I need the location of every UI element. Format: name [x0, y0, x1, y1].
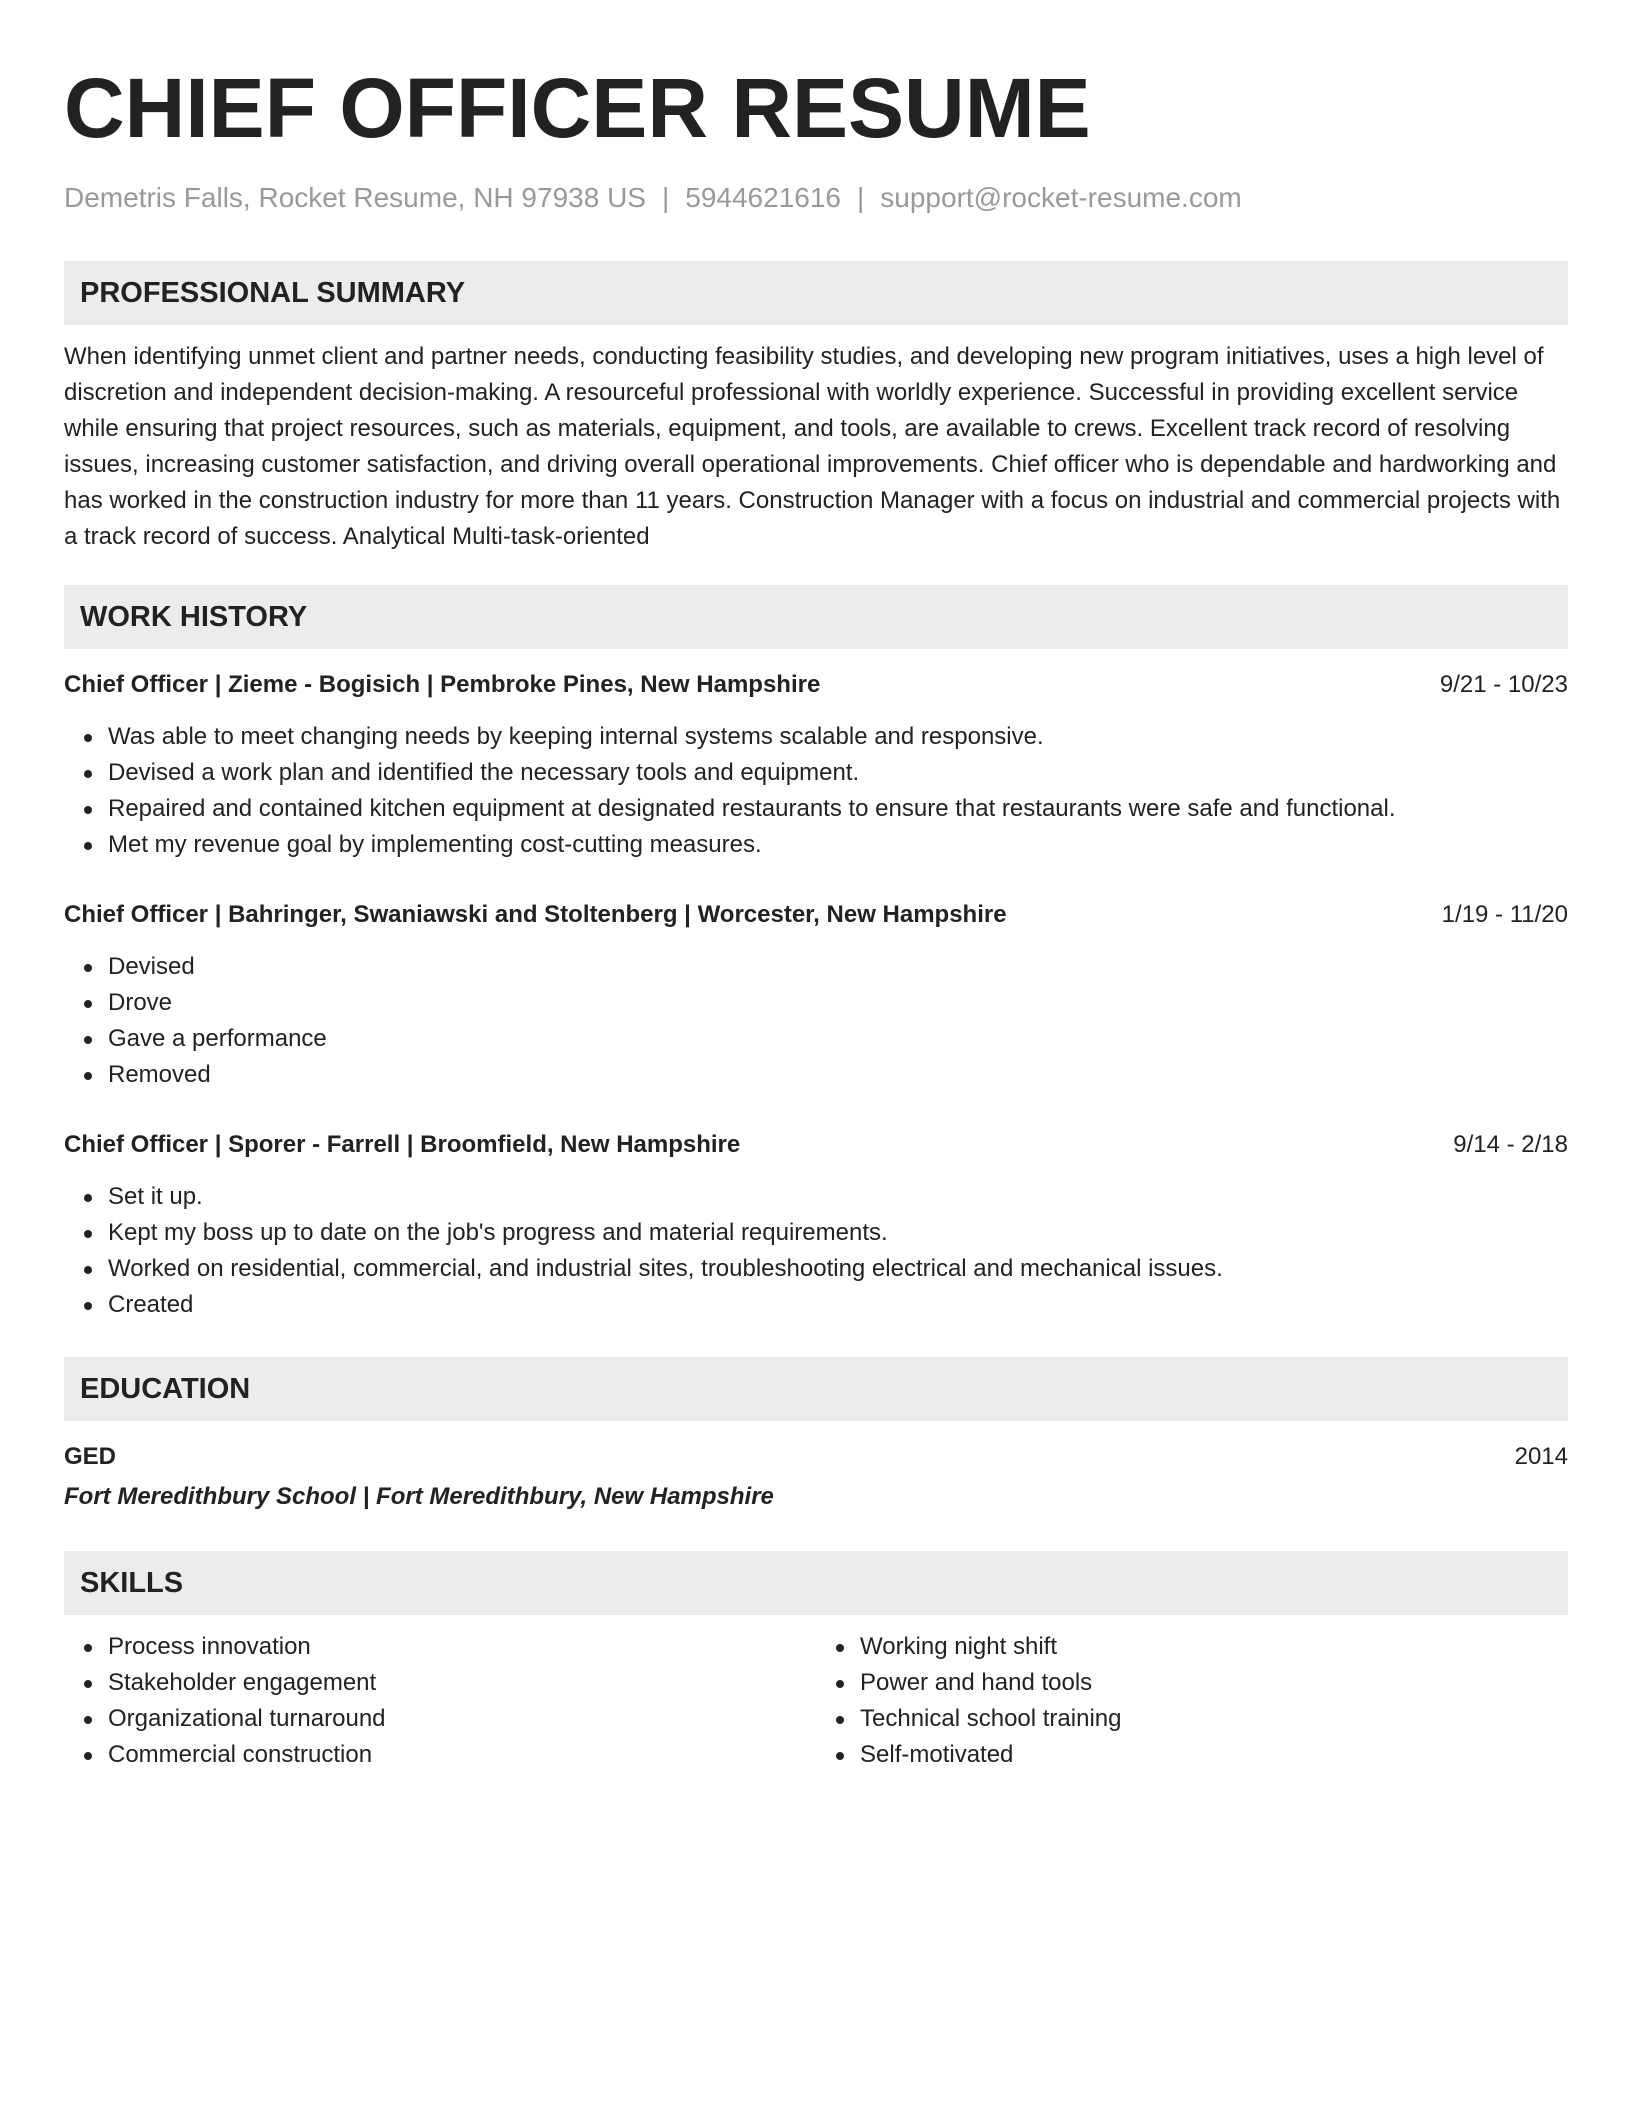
bullet-icon	[836, 1752, 844, 1760]
skills-list	[64, 1629, 816, 1773]
job-dates: 9/14 - 2/18	[1453, 1131, 1568, 1158]
contact-separator: |	[857, 182, 865, 213]
list-item	[108, 755, 1568, 791]
bullet-text: Met my revenue goal by implementing cost-cutting measures.	[108, 831, 762, 858]
contact-line	[64, 178, 1568, 218]
contact-phone: 5944621616	[685, 182, 841, 213]
job-header	[64, 1127, 1568, 1163]
bullet-text: Was able to meet changing needs by keeping internal systems scalable and responsive.	[108, 723, 1044, 750]
list-item	[108, 1251, 1568, 1287]
bullet-icon	[84, 770, 92, 778]
skill-text: Power and hand tools	[860, 1669, 1093, 1696]
summary-text: When identifying unmet client and partner needs, conducting feasibility studies, and developing new program initiatives, uses a high level of discretion and independent decision-making. A resourceful professional with worldly experience. Successful in providing excellent service while ensuring that project resources, such as materials, equipment, and tools, are available to crews. Excellent track record of resolving issues, increasing customer satisfaction, and driving overall operational improvements. Chief officer who is dependable and hardworking and has worked in the construction industry for more than 11 years. Construction Manager with a focus on industrial and commercial projects with a track record of success. Analytical Multi-task-oriented	[64, 343, 1561, 550]
bullet-icon	[84, 1716, 92, 1724]
list-item	[108, 1021, 1568, 1057]
bullet-icon	[84, 964, 92, 972]
contact-address: Demetris Falls, Rocket Resume, NH 97938 US	[64, 182, 646, 213]
job-bullets	[64, 949, 1568, 1093]
job-entry	[64, 667, 1568, 863]
job-title: Chief Officer | Zieme - Bogisich | Pembroke Pines, New Hampshire	[64, 671, 821, 698]
bullet-icon	[84, 1072, 92, 1080]
bullet-icon	[84, 1752, 92, 1760]
bullet-icon	[84, 1194, 92, 1202]
bullet-icon	[84, 1266, 92, 1274]
bullet-text: Worked on residential, commercial, and industrial sites, troubleshooting electrical and mechanical issues.	[108, 1255, 1223, 1282]
skills-column-right	[816, 1629, 1568, 1773]
job-bullets	[64, 719, 1568, 863]
skill-text: Technical school training	[860, 1705, 1122, 1732]
contact-email: support@rocket-resume.com	[880, 182, 1242, 213]
list-item	[108, 1179, 1568, 1215]
list-item	[108, 1215, 1568, 1251]
bullet-text: Repaired and contained kitchen equipment at designated restaurants to ensure that restaurants were safe and functional.	[108, 795, 1396, 822]
bullet-text: Removed	[108, 1061, 211, 1088]
summary-heading: PROFESSIONAL SUMMARY	[64, 261, 1568, 325]
list-item	[108, 1665, 816, 1701]
bullet-text: Created	[108, 1291, 194, 1318]
bullet-icon	[84, 806, 92, 814]
list-item	[108, 1057, 1568, 1093]
skill-text: Commercial construction	[108, 1741, 373, 1768]
list-item	[860, 1701, 1568, 1737]
list-item	[860, 1737, 1568, 1773]
skill-text: Organizational turnaround	[108, 1705, 386, 1732]
education-heading: EDUCATION	[64, 1357, 1568, 1421]
skills-list	[816, 1629, 1568, 1773]
job-header	[64, 897, 1568, 933]
job-header	[64, 667, 1568, 703]
bullet-icon	[84, 1644, 92, 1652]
list-item	[860, 1629, 1568, 1665]
bullet-text: Set it up.	[108, 1183, 203, 1210]
list-item	[108, 827, 1568, 863]
list-item	[108, 985, 1568, 1021]
list-item	[108, 719, 1568, 755]
job-entry	[64, 897, 1568, 1093]
bullet-icon	[84, 1000, 92, 1008]
bullet-text: Drove	[108, 989, 173, 1016]
bullet-icon	[84, 1230, 92, 1238]
list-item	[108, 791, 1568, 827]
skills-grid	[64, 1629, 1568, 1773]
bullet-icon	[84, 1036, 92, 1044]
job-entry	[64, 1127, 1568, 1323]
list-item	[108, 1629, 816, 1665]
job-title: Chief Officer | Bahringer, Swaniawski and Stoltenberg | Worcester, New Hampshire	[64, 901, 1007, 928]
job-dates: 9/21 - 10/23	[1439, 671, 1568, 698]
bullet-icon	[84, 1680, 92, 1688]
resume-title: CHIEF OFFICER RESUME	[64, 61, 1091, 155]
skill-text: Working night shift	[860, 1633, 1057, 1660]
job-title: Chief Officer | Sporer - Farrell | Broomfield, New Hampshire	[64, 1131, 741, 1158]
bullet-text: Gave a performance	[108, 1025, 327, 1052]
education-row	[64, 1439, 1568, 1475]
skills-column-left	[64, 1629, 816, 1773]
skills-heading: SKILLS	[64, 1551, 1568, 1615]
education-year: 2014	[1514, 1443, 1568, 1470]
list-item	[108, 1701, 816, 1737]
bullet-text: Devised	[108, 953, 195, 980]
list-item	[860, 1665, 1568, 1701]
list-item	[108, 949, 1568, 985]
bullet-icon	[836, 1680, 844, 1688]
bullet-icon	[836, 1716, 844, 1724]
bullet-text: Kept my boss up to date on the job's progress and material requirements.	[108, 1219, 888, 1246]
list-item	[108, 1287, 1568, 1323]
education-school: Fort Meredithbury School | Fort Meredithbury, New Hampshire	[64, 1483, 774, 1510]
skill-text: Stakeholder engagement	[108, 1669, 377, 1696]
bullet-icon	[84, 1302, 92, 1310]
bullet-icon	[84, 734, 92, 742]
bullet-text: Devised a work plan and identified the necessary tools and equipment.	[108, 759, 860, 786]
education-degree: GED	[64, 1443, 117, 1470]
job-dates: 1/19 - 11/20	[1441, 901, 1568, 928]
bullet-icon	[836, 1644, 844, 1652]
work-history-heading: WORK HISTORY	[64, 585, 1568, 649]
skill-text: Process innovation	[108, 1633, 311, 1660]
job-bullets	[64, 1179, 1568, 1323]
bullet-icon	[84, 842, 92, 850]
skill-text: Self-motivated	[860, 1741, 1014, 1768]
contact-separator: |	[661, 182, 670, 213]
list-item	[108, 1737, 816, 1773]
